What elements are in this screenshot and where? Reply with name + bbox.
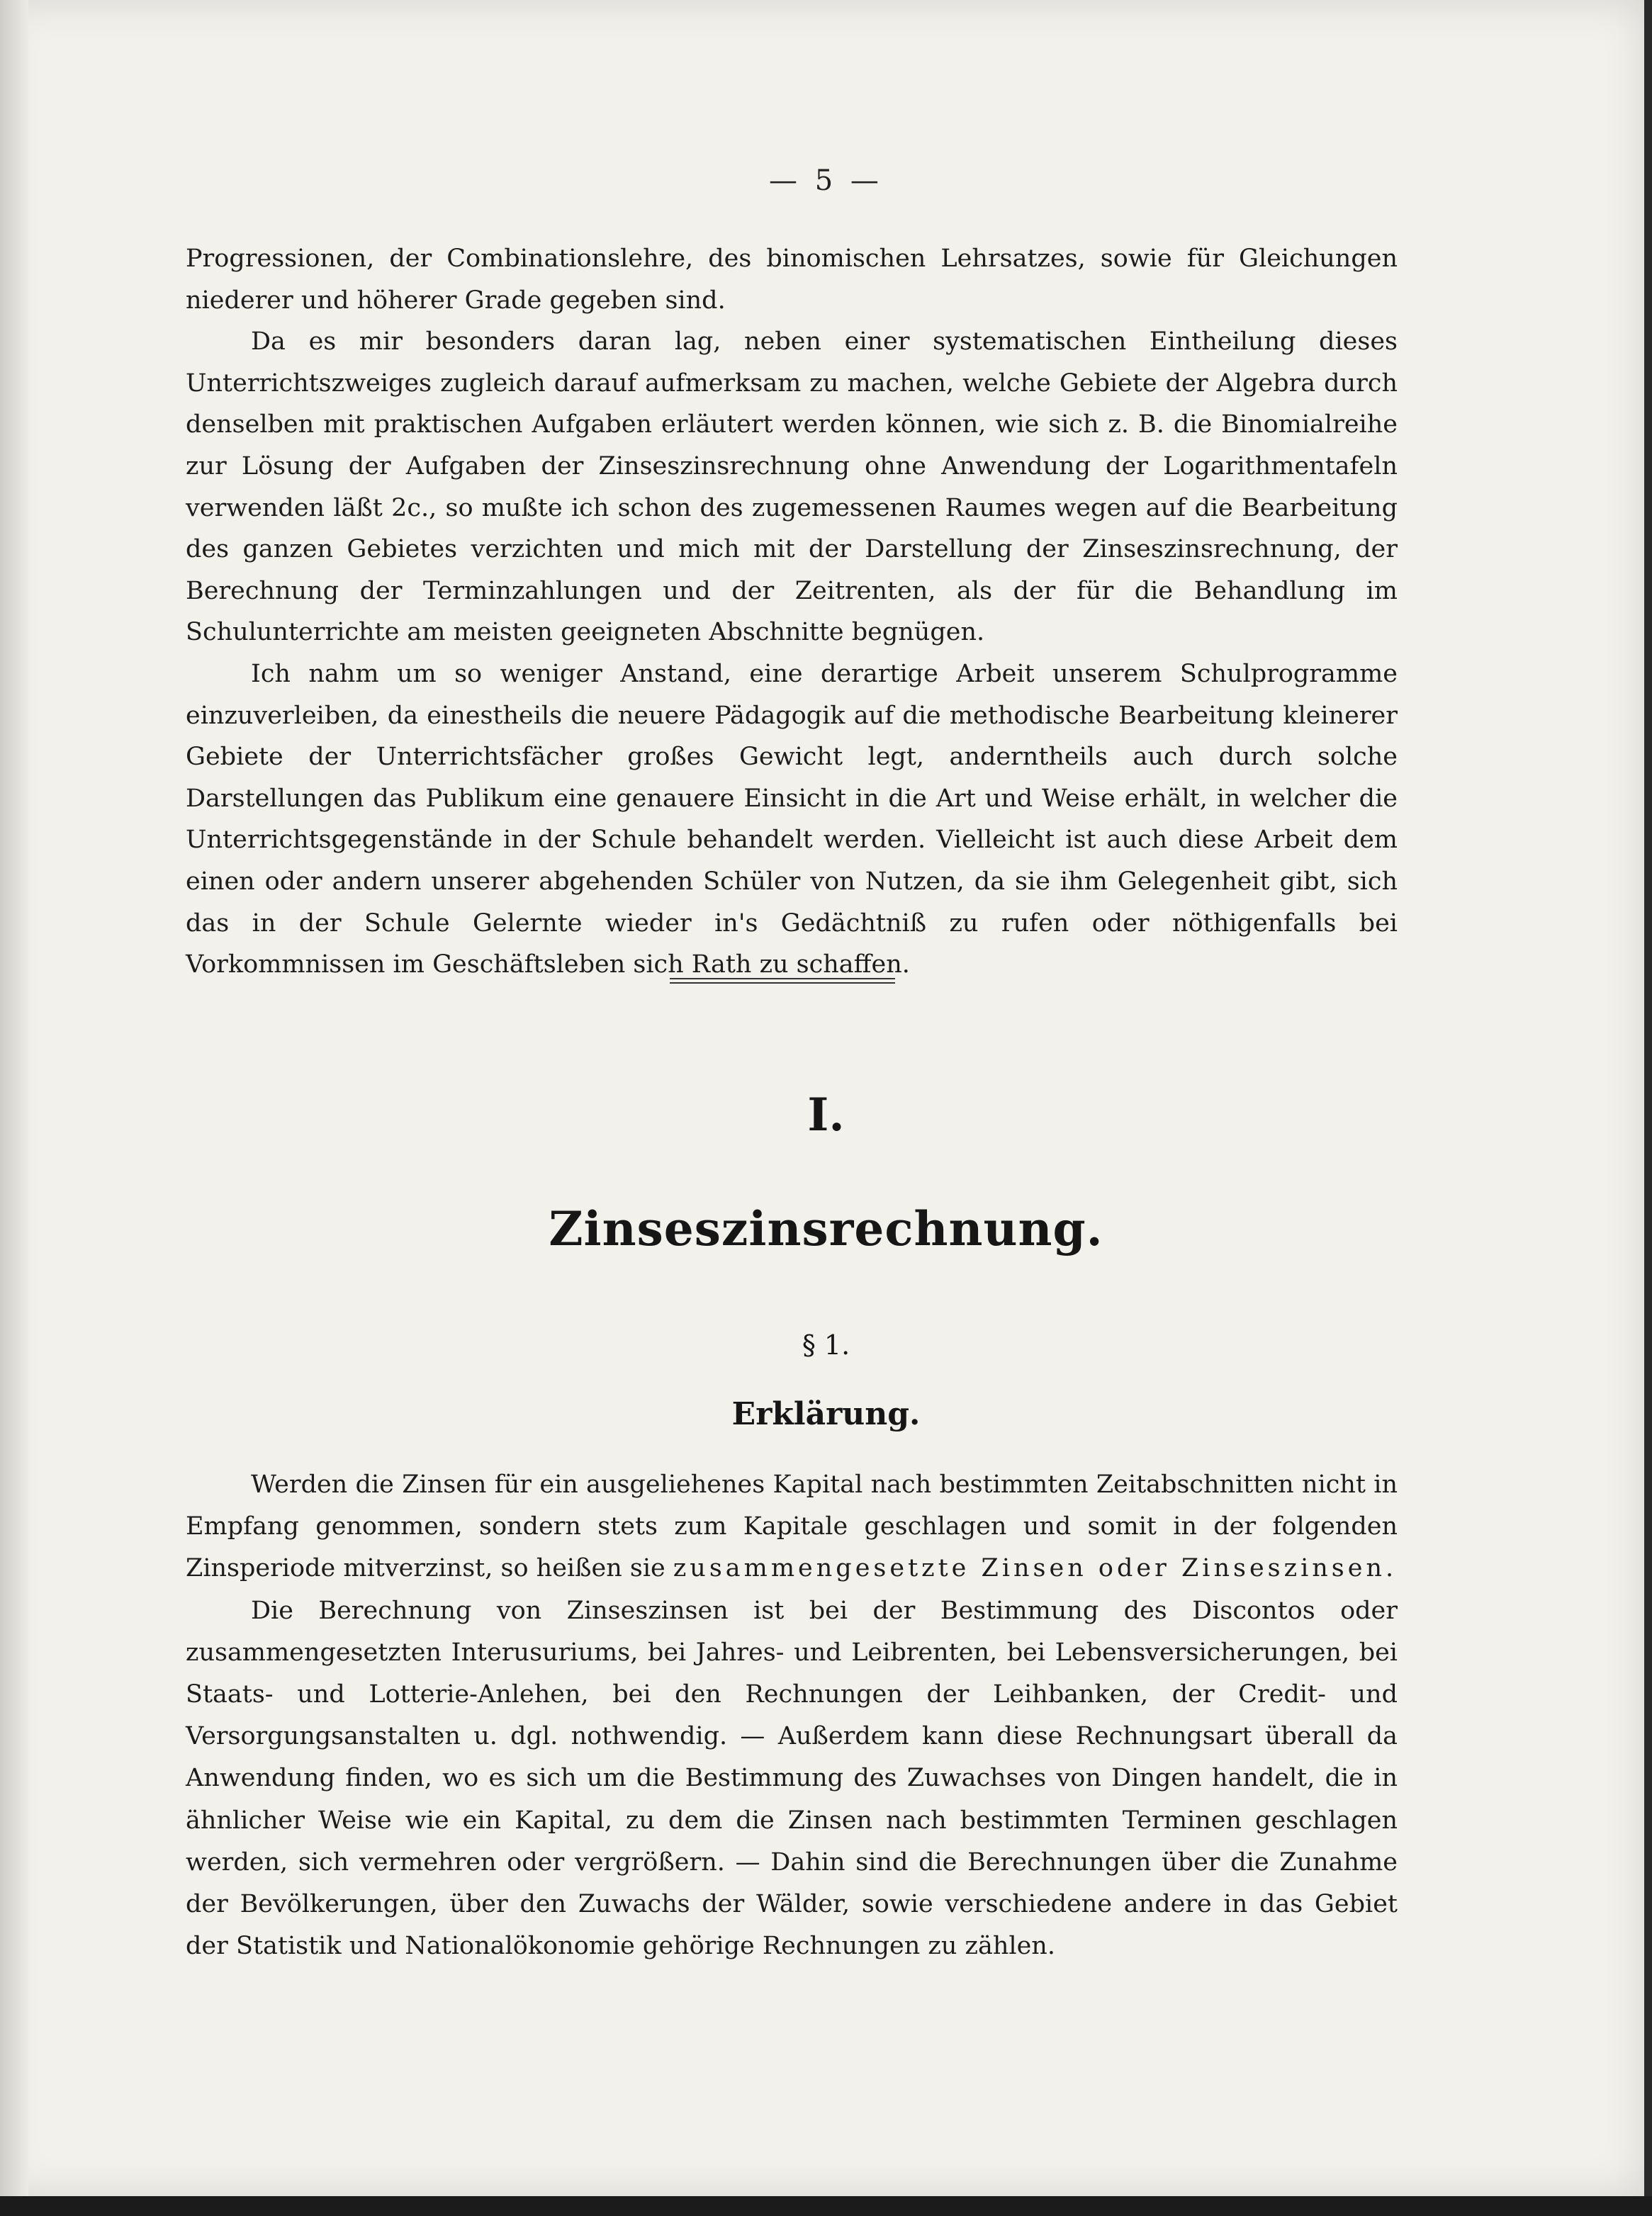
body-paragraph-1 bbox=[186, 1464, 1398, 1590]
section-title: Erklärung. bbox=[731, 1396, 921, 1432]
body-paragraph-2: Die Berechnung von Zinseszinsen ist bei der Bestimmung des Discontos oder zusammengesetzten Interusuriums, bei Jahres- und Leibrenten, bei Lebensversicherungen, bei Staats- und Lotterie-Anlehen, bei den Rechnungen der Leihbanken, der Credit- und Versorgungsanstalten u. dgl. nothwendig. — Außerdem kann diese Rechnungsart überall da Anwendung finden, wo es sich um die Bestimmung des Zuwachses von Dingen handelt, die in ähnlicher Weise wie ein Kapital, zu dem die Zinsen nach bestimmten Terminen geschlagen werden, sich vermehren oder vergrößern. — Dahin sind die Berechnungen über die Zunahme der Bevölkerungen, über den Zuwachs der Wälder, sowie verschiedene andere in das Gebiet der Statistik und Nationalökonomie gehörige Rechnungen zu zählen. bbox=[186, 1596, 1398, 1961]
intro-text bbox=[186, 238, 1398, 986]
body-text bbox=[186, 1464, 1398, 1967]
body-paragraph-1-emphasis: zusammengesetzte Zinsen oder Zinseszinsen bbox=[673, 1554, 1386, 1583]
section-number: § 1. bbox=[802, 1329, 850, 1361]
intro-paragraph-3: Ich nahm um so weniger Anstand, eine derartige Arbeit unserem Schulprogramme einzuverleiben, da einestheils die neuere Pädagogik auf die methodische Bearbeitung kleinerer Gebiete der Unterrichtsfächer großes Gewicht legt, anderntheils auch durch solche Darstellungen das Publikum eine genauere Einsicht in die Art und Weise erhält, in welcher die Unterrichtsgegenstände in der Schule behandelt werden. Vielleicht ist auch diese Arbeit dem einen oder andern unserer abgehenden Schüler von Nutzen, da sie ihm Gelegenheit gibt, sich das in der Schule Gelernte wieder in's Gedächtniß zu rufen oder nöthigenfalls bei Vorkommnissen im Geschäftsleben sich Rath zu schaffen. bbox=[186, 659, 1398, 979]
body-paragraph-1-end: . bbox=[1386, 1554, 1394, 1583]
body-paragraph-1-start: Werden die Zinsen für ein ausgeliehenes Kapital nach bestimmten Zeitabschnitten nicht in Empfang genommen, sondern stets zum Kapitale geschlagen und somit in der folgenden Zinsperiode mitverzinst, so heißen sie bbox=[186, 1470, 1398, 1583]
intro-paragraph-1: Progressionen, der Combinationslehre, des binomischen Lehrsatzes, sowie für Gleichungen niederer und höherer Grade gegeben sind. bbox=[186, 244, 1398, 315]
section-divider-rule bbox=[670, 978, 895, 984]
chapter-title: Zinseszinsrechnung. bbox=[549, 1201, 1103, 1256]
intro-paragraph-2: Da es mir besonders daran lag, neben einer systematischen Eintheilung dieses Unterrichtszweiges zugleich darauf aufmerksam zu machen, welche Gebiete der Algebra durch denselben mit praktischen Aufgaben erläutert werden können, wie sich z. B. die Binomialreihe zur Lösung der Aufgaben der Zinseszinsrechnung ohne Anwendung der Logarithmentafeln verwenden läßt 2c., so mußte ich schon des zugemessenen Raumes wegen auf die Bearbeitung des ganzen Gebietes verzichten und mich mit der Darstellung der Zinseszinsrechnung, der Berechnung der Terminzahlungen und der Zeitrenten, als der für die Behandlung im Schulunterrichte am meisten geeigneten Abschnitte begnügen. bbox=[186, 327, 1398, 647]
page-number: — 5 — bbox=[769, 164, 883, 197]
scan-bottom-edge bbox=[0, 2196, 1652, 2216]
chapter-numeral: I. bbox=[807, 1089, 845, 1142]
